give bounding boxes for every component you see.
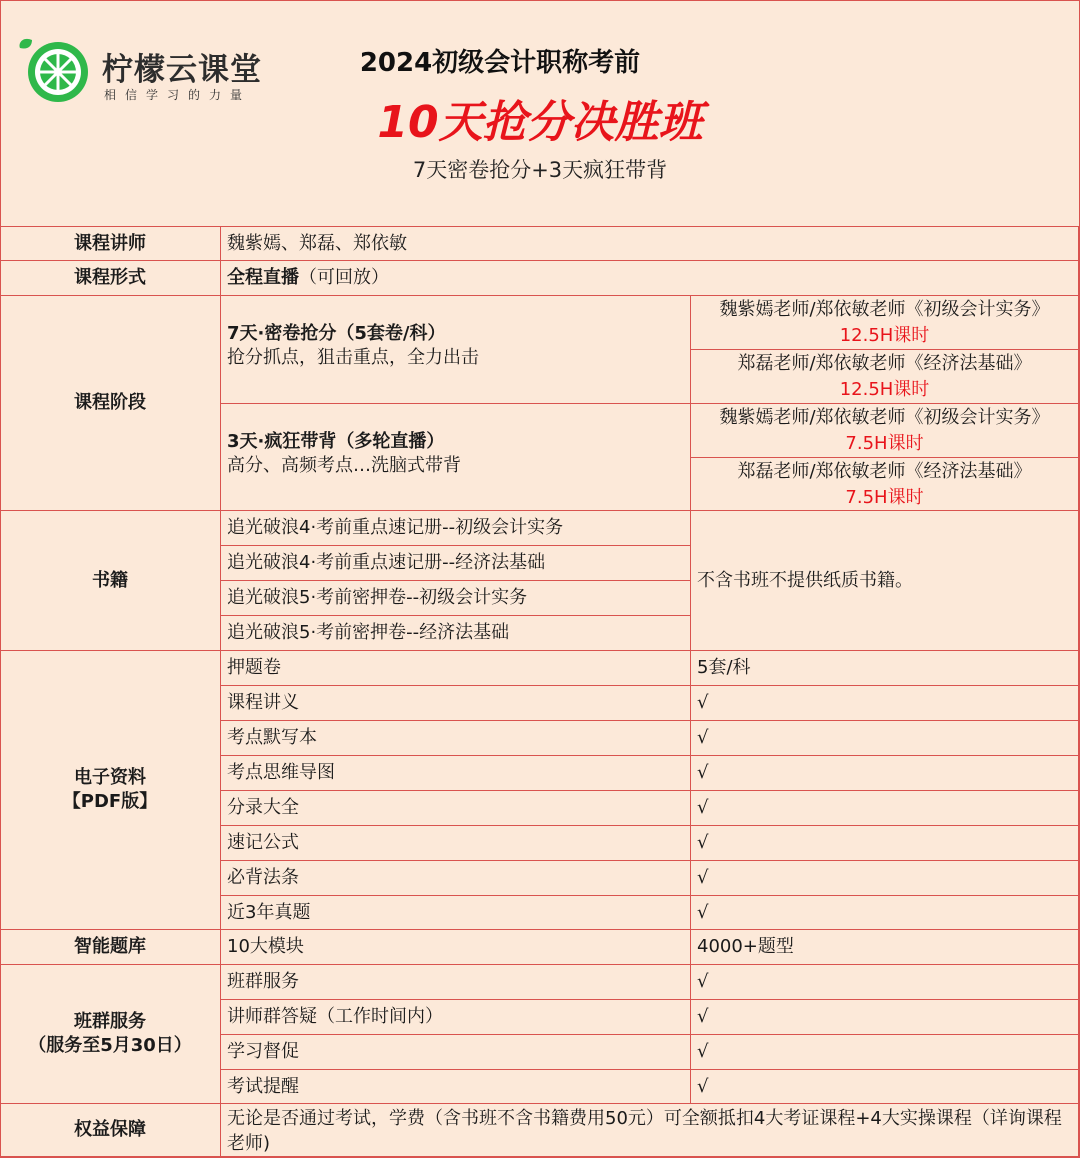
book-item: 追光破浪5·考前密押卷--初级会计实务: [221, 581, 691, 616]
page-title: 2024初级会计职称考前: [359, 48, 641, 78]
class-hours: 12.5H课时: [839, 379, 930, 400]
stage-1-title: 7天·密卷抢分（5套卷/科）: [227, 323, 446, 344]
stage-2-class-2: [691, 458, 1079, 511]
class-teachers: 郑磊老师/郑依敏老师《经济法基础》: [737, 461, 1032, 482]
class-hours: 12.5H课时: [839, 325, 930, 346]
book-item: 追光破浪5·考前密押卷--经济法基础: [221, 616, 691, 651]
row-label-stages: 课程阶段: [0, 296, 221, 511]
material-name: 速记公式: [221, 826, 691, 861]
course-subtitle: 7天密卷抢分+3天疯狂带背: [412, 158, 668, 182]
stage-2: [221, 404, 691, 511]
questionbank-count: 4000+题型: [691, 930, 1079, 965]
material-name: 近3年真题: [221, 896, 691, 930]
material-value: √: [691, 826, 1079, 861]
service-value: √: [691, 1000, 1079, 1035]
brand-slogan: 相信学习的力量: [104, 88, 252, 102]
material-value: √: [691, 686, 1079, 721]
row-label-ematerials: [0, 651, 221, 930]
stage-2-desc: 高分、高频考点…洗脑式带背: [227, 455, 461, 476]
service-name: 学习督促: [221, 1035, 691, 1070]
material-value: √: [691, 756, 1079, 791]
class-teachers: 魏紫嫣老师/郑依敏老师《初级会计实务》: [719, 407, 1050, 428]
stage-1-desc: 抢分抓点，狙击重点，全力出击: [227, 347, 479, 368]
brand-name: 柠檬云课堂: [102, 52, 262, 88]
class-teachers: 魏紫嫣老师/郑依敏老师《初级会计实务》: [719, 299, 1050, 320]
row-label-teacher: 课程讲师: [0, 226, 221, 261]
material-name: 课程讲义: [221, 686, 691, 721]
service-value: √: [691, 1035, 1079, 1070]
service-name: 讲师群答疑（工作时间内）: [221, 1000, 691, 1035]
service-value: √: [691, 965, 1079, 1000]
service-label: 班群服务: [74, 1011, 146, 1032]
stage-1-class-2: [691, 350, 1079, 404]
guarantee-value: 无论是否通过考试，学费（含书班不含书籍费用50元）可全额抵扣4大考证课程+4大实操课程（详询课程老师): [221, 1104, 1079, 1157]
material-value: √: [691, 861, 1079, 896]
row-label-questionbank: 智能题库: [0, 930, 221, 965]
material-name: 考点思维导图: [221, 756, 691, 791]
stage-2-title: 3天·疯狂带背（多轮直播）: [227, 431, 445, 452]
class-hours: 7.5H课时: [845, 433, 924, 454]
course-name: 10天抢分决胜班: [377, 97, 703, 148]
material-name: 必背法条: [221, 861, 691, 896]
stage-1-class-1: [691, 296, 1079, 350]
material-value: √: [691, 721, 1079, 756]
ematerials-format: 【PDF版】: [62, 791, 158, 812]
material-value: 5套/科: [691, 651, 1079, 686]
ematerials-label: 电子资料: [74, 767, 146, 788]
format-note: （可回放）: [299, 267, 389, 288]
material-name: 考点默写本: [221, 721, 691, 756]
row-label-guarantee: 权益保障: [0, 1104, 221, 1157]
material-name: 押题卷: [221, 651, 691, 686]
questionbank-modules: 10大模块: [221, 930, 691, 965]
class-teachers: 郑磊老师/郑依敏老师《经济法基础》: [737, 353, 1032, 374]
row-label-format: 课程形式: [0, 261, 221, 296]
material-value: √: [691, 896, 1079, 930]
class-hours: 7.5H课时: [845, 487, 924, 508]
row-label-service: [0, 965, 221, 1104]
stage-2-class-1: [691, 404, 1079, 458]
service-name: 班群服务: [221, 965, 691, 1000]
format-live: 全程直播: [227, 267, 299, 288]
stage-1: [221, 296, 691, 404]
book-item: 追光破浪4·考前重点速记册--初级会计实务: [221, 511, 691, 546]
material-name: 分录大全: [221, 791, 691, 826]
format-value: [221, 261, 1079, 296]
book-item: 追光破浪4·考前重点速记册--经济法基础: [221, 546, 691, 581]
service-name: 考试提醒: [221, 1070, 691, 1104]
material-value: √: [691, 791, 1079, 826]
teacher-value: 魏紫嫣、郑磊、郑依敏: [221, 226, 1079, 261]
service-period: （服务至5月30日）: [28, 1035, 192, 1056]
service-value: √: [691, 1070, 1079, 1104]
row-label-books: 书籍: [0, 511, 221, 651]
books-note: 不含书班不提供纸质书籍。: [691, 511, 1079, 651]
